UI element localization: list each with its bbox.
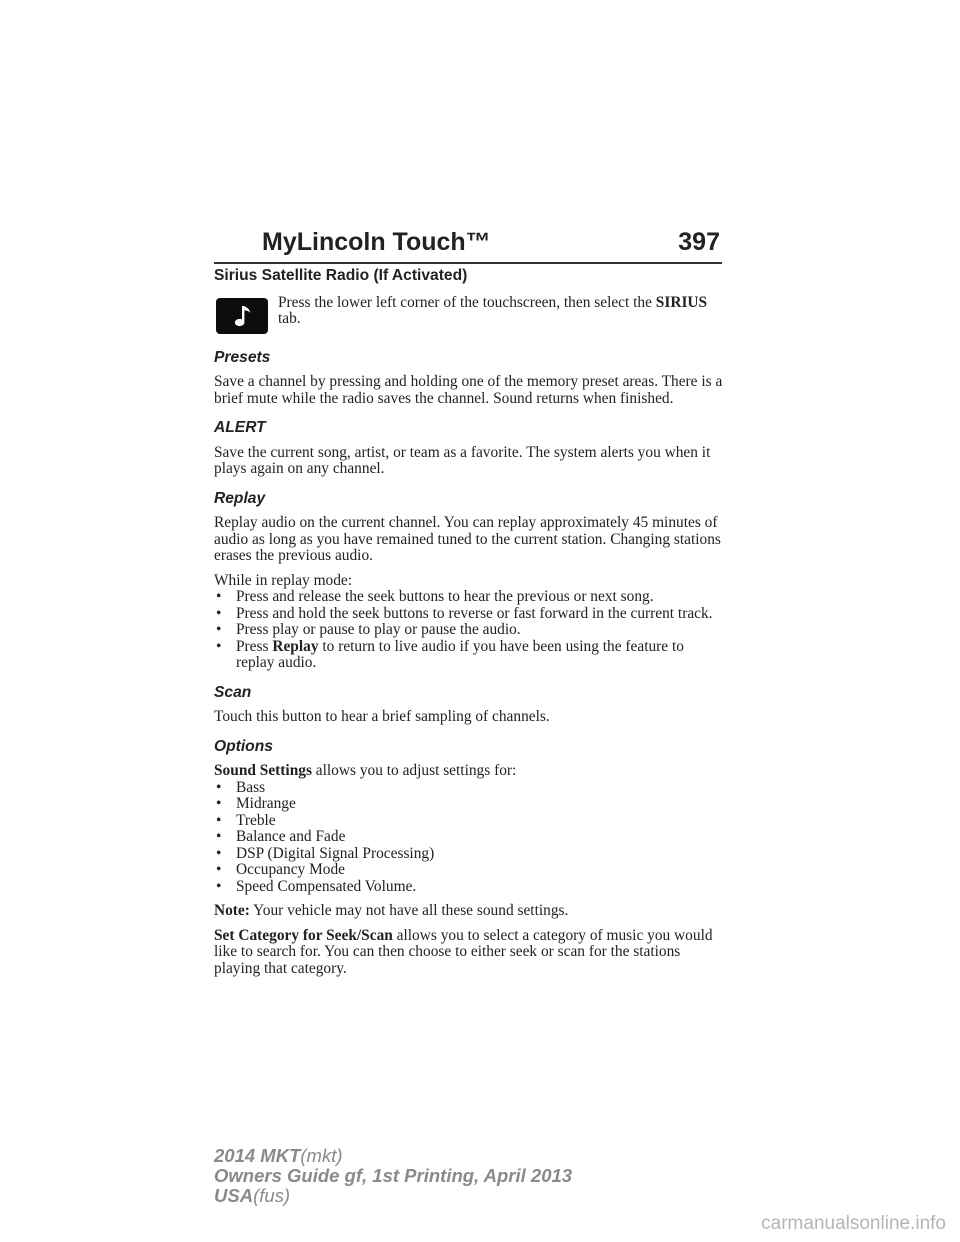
sirius-tab-label: SIRIUS [655,293,708,311]
music-note-icon [216,298,268,334]
document-footer [214,1146,572,1206]
replay-label: Replay [272,637,319,655]
replay-mode-intro: While in replay mode: [214,571,353,589]
page-content [214,268,724,985]
list-item: • Press and hold the seek buttons to reverse or fast forward in the current track. [214,606,724,623]
presets-heading: Presets [214,348,271,366]
replay-text: Replay audio on the current channel. You can replay approximately 45 minutes of audio as long as you have remained tuned to the current station. Changing stations erases the previous audio. [214,514,721,564]
scan-text: Touch this button to hear a brief sampling of channels. [214,708,550,725]
list-item: • Treble [214,813,724,830]
sound-settings-intro: Sound Settings allows you to adjust settings for: [214,762,517,779]
list-item: • Bass [214,780,724,797]
footer-line-1: 2014 MKT(mkt) [214,1145,343,1166]
presets-text: Save a channel by pressing and holding one of the memory preset areas. There is a brief mute while the radio saves the channel. Sound returns when finished. [214,373,723,407]
set-category-label: Set Category for Seek/Scan [214,926,393,944]
alert-text: Save the current song, artist, or team as a favorite. The system alerts you when it plays again on any channel. [214,443,711,477]
list-item: • Press and release the seek buttons to hear the previous or next song. [214,589,724,606]
set-category-text: Set Category for Seek/Scan allows you to select a category of music you would like to search for. You can then choose to either seek or scan for the stations playing that category. [214,926,713,977]
replay-heading: Replay [214,489,266,507]
options-heading: Options [214,737,273,755]
section-title: Sirius Satellite Radio (If Activated) [214,267,468,284]
list-item: • Balance and Fade [214,829,724,846]
footer-line-2: Owners Guide gf, 1st Printing, April 2013 [214,1165,573,1186]
site-watermark: carmanualsonline.info [761,1213,946,1234]
footer-line-3: USA(fus) [214,1185,291,1206]
list-item: • Press play or pause to play or pause the audio. [214,622,724,639]
note-text: Note: Your vehicle may not have all these sound settings. [214,902,569,919]
sound-settings-label: Sound Settings [214,762,312,779]
page-number: 397 [678,228,720,256]
list-item: • Midrange [214,796,724,813]
list-item: • Speed Compensated Volume. [214,879,724,896]
note-label: Note: [214,902,250,919]
sirius-instruction-text: Press the lower left corner of the touchscreen, then select the SIRIUS tab. [278,293,708,327]
list-item: • Press Replay to return to live audio if you have been using the feature to replay audio. [214,639,724,672]
scan-heading: Scan [214,683,252,701]
alert-heading: ALERT [214,419,266,436]
sound-settings-list [214,780,724,896]
replay-bullet-list [214,589,724,672]
header-divider [214,262,722,264]
sirius-instruction [214,295,724,334]
page-header-title: MyLincoln Touch™ [262,228,491,256]
list-item: • DSP (Digital Signal Processing) [214,846,724,863]
list-item: • Occupancy Mode [214,862,724,879]
